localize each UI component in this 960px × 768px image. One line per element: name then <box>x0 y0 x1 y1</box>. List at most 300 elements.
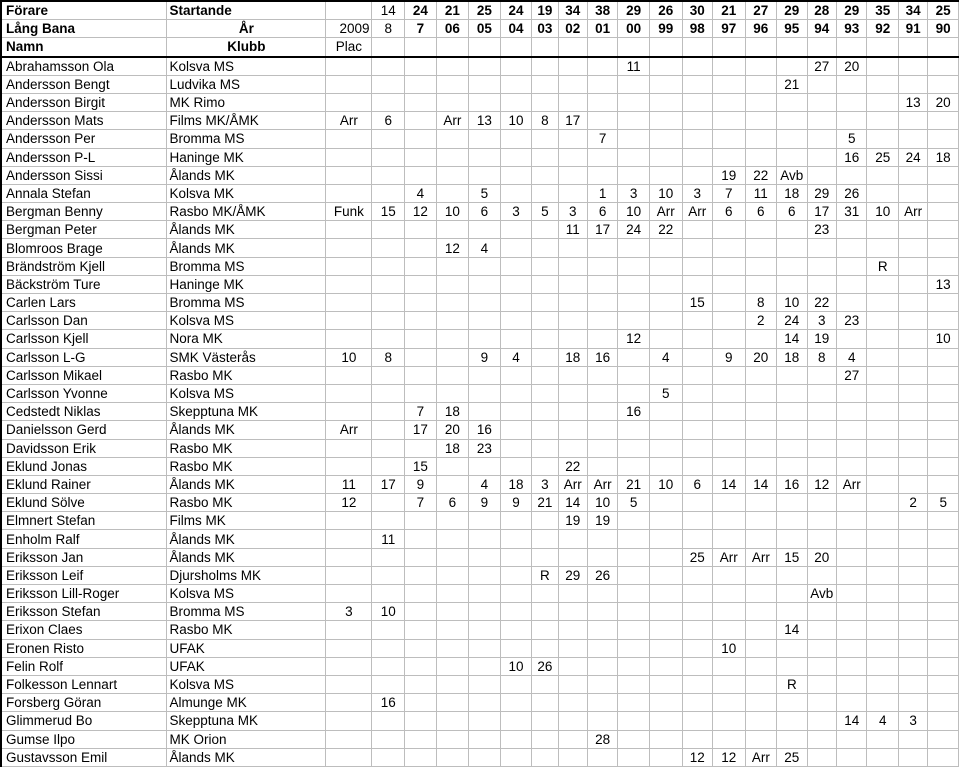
result-cell <box>898 239 927 257</box>
result-cell <box>867 730 899 748</box>
name-cell: Eklund Jonas <box>1 457 166 475</box>
result-cell: 4 <box>836 348 866 366</box>
club-cell: Ålands MK <box>166 421 326 439</box>
table-row <box>1 148 959 166</box>
result-cell: 6 <box>712 203 745 221</box>
result-cell <box>405 603 437 621</box>
result-cell: 9 <box>469 494 501 512</box>
result-cell: 03 <box>532 20 558 38</box>
result-cell: 15 <box>777 548 807 566</box>
result-cell <box>836 384 866 402</box>
table-row <box>1 184 959 202</box>
result-cell: 35 <box>867 1 899 20</box>
result-cell: 20 <box>928 93 959 111</box>
name-cell: Folkesson Lennart <box>1 675 166 693</box>
result-cell <box>372 221 405 239</box>
name-cell: Namn <box>1 38 166 57</box>
result-cell <box>618 348 650 366</box>
name-cell: Brändström Kjell <box>1 257 166 275</box>
result-cell: 10 <box>712 639 745 657</box>
result-cell <box>372 166 405 184</box>
result-cell <box>807 621 836 639</box>
result-cell <box>928 384 959 402</box>
result-cell <box>682 712 712 730</box>
result-cell <box>898 294 927 312</box>
result-cell <box>898 275 927 293</box>
result-cell <box>928 166 959 184</box>
result-cell <box>867 275 899 293</box>
result-cell <box>682 512 712 530</box>
result-cell <box>649 75 682 93</box>
name-cell: Bergman Peter <box>1 221 166 239</box>
club-cell: Ålands MK <box>166 548 326 566</box>
result-cell: 7 <box>405 403 437 421</box>
table-row <box>1 548 959 566</box>
result-cell: 13 <box>928 275 959 293</box>
club-cell: Films MK <box>166 512 326 530</box>
result-cell <box>712 494 745 512</box>
result-cell <box>372 548 405 566</box>
result-cell <box>836 694 866 712</box>
result-cell <box>649 112 682 130</box>
result-cell: 25 <box>777 748 807 766</box>
result-cell <box>618 566 650 584</box>
result-cell <box>436 621 469 639</box>
result-cell <box>777 57 807 76</box>
result-cell <box>436 221 469 239</box>
result-cell: 21 <box>532 494 558 512</box>
result-cell <box>807 675 836 693</box>
result-cell <box>500 239 532 257</box>
result-cell <box>682 639 712 657</box>
name-cell: Blomroos Brage <box>1 239 166 257</box>
name-cell: Gustavsson Emil <box>1 748 166 766</box>
table-row <box>1 730 959 748</box>
result-cell: 24 <box>500 1 532 20</box>
result-cell <box>436 257 469 275</box>
result-cell <box>836 603 866 621</box>
result-cell <box>928 112 959 130</box>
result-cell: 3 <box>326 603 372 621</box>
result-cell: 10 <box>618 203 650 221</box>
result-cell <box>405 166 437 184</box>
table-row <box>1 675 959 693</box>
result-cell <box>618 421 650 439</box>
result-cell <box>836 548 866 566</box>
result-cell <box>867 239 899 257</box>
result-cell <box>867 512 899 530</box>
name-cell: Enholm Ralf <box>1 530 166 548</box>
name-cell: Carlsson Kjell <box>1 330 166 348</box>
result-cell <box>618 675 650 693</box>
result-cell <box>558 257 587 275</box>
result-cell <box>372 239 405 257</box>
result-cell <box>436 75 469 93</box>
result-cell <box>532 366 558 384</box>
table-row <box>1 603 959 621</box>
result-cell <box>898 57 927 76</box>
result-cell <box>587 621 617 639</box>
result-cell: 9 <box>405 475 437 493</box>
result-cell <box>777 730 807 748</box>
result-cell: 16 <box>836 148 866 166</box>
result-cell <box>928 639 959 657</box>
result-cell <box>777 38 807 57</box>
result-cell <box>532 348 558 366</box>
club-cell: Rasbo MK <box>166 621 326 639</box>
result-cell <box>587 384 617 402</box>
result-cell <box>682 93 712 111</box>
result-cell <box>836 530 866 548</box>
result-cell <box>587 439 617 457</box>
result-cell <box>469 257 501 275</box>
result-cell: Arr <box>745 748 777 766</box>
club-cell: Ålands MK <box>166 239 326 257</box>
table-row <box>1 257 959 275</box>
result-cell <box>867 166 899 184</box>
result-cell <box>532 675 558 693</box>
result-cell <box>500 621 532 639</box>
result-cell <box>867 75 899 93</box>
result-cell <box>469 93 501 111</box>
result-cell <box>807 712 836 730</box>
result-cell <box>500 275 532 293</box>
table-row <box>1 494 959 512</box>
result-cell: 94 <box>807 20 836 38</box>
result-cell: 20 <box>436 421 469 439</box>
result-cell <box>928 312 959 330</box>
result-cell <box>745 421 777 439</box>
result-cell <box>712 530 745 548</box>
result-cell <box>682 75 712 93</box>
result-cell: Arr <box>587 475 617 493</box>
result-cell <box>372 93 405 111</box>
result-cell <box>777 603 807 621</box>
result-cell <box>405 239 437 257</box>
result-cell <box>836 257 866 275</box>
result-cell <box>558 639 587 657</box>
result-cell <box>745 403 777 421</box>
result-cell <box>682 585 712 603</box>
result-cell <box>712 730 745 748</box>
result-cell <box>836 675 866 693</box>
result-cell <box>898 257 927 275</box>
result-cell <box>532 585 558 603</box>
result-cell: 5 <box>649 384 682 402</box>
result-cell: 10 <box>649 184 682 202</box>
result-cell <box>532 57 558 76</box>
result-cell <box>928 585 959 603</box>
result-cell <box>372 294 405 312</box>
result-cell <box>745 330 777 348</box>
result-cell <box>682 494 712 512</box>
result-cell <box>326 1 372 20</box>
name-cell: Elmnert Stefan <box>1 512 166 530</box>
result-cell <box>807 530 836 548</box>
result-cell <box>532 730 558 748</box>
result-cell <box>807 457 836 475</box>
result-cell <box>500 421 532 439</box>
result-cell <box>777 384 807 402</box>
result-cell: 01 <box>587 20 617 38</box>
result-cell <box>405 657 437 675</box>
result-cell <box>587 275 617 293</box>
result-cell <box>807 421 836 439</box>
result-cell <box>326 184 372 202</box>
result-cell <box>777 639 807 657</box>
result-cell <box>745 93 777 111</box>
result-cell <box>928 694 959 712</box>
result-cell <box>587 530 617 548</box>
result-cell <box>326 694 372 712</box>
result-cell: Funk <box>326 203 372 221</box>
result-cell <box>898 184 927 202</box>
result-cell <box>405 294 437 312</box>
result-cell <box>436 712 469 730</box>
result-cell <box>618 639 650 657</box>
result-cell: 10 <box>867 203 899 221</box>
result-cell <box>928 184 959 202</box>
result-cell <box>928 712 959 730</box>
result-cell <box>898 730 927 748</box>
result-cell <box>558 184 587 202</box>
result-cell <box>867 403 899 421</box>
result-cell <box>618 257 650 275</box>
table-row <box>1 75 959 93</box>
club-cell: Ålands MK <box>166 530 326 548</box>
club-cell: Haninge MK <box>166 148 326 166</box>
result-cell <box>405 566 437 584</box>
result-cell <box>807 366 836 384</box>
result-cell <box>867 621 899 639</box>
result-cell <box>618 585 650 603</box>
result-cell <box>777 512 807 530</box>
result-cell <box>618 384 650 402</box>
result-cell <box>898 439 927 457</box>
result-cell <box>777 494 807 512</box>
result-cell <box>500 312 532 330</box>
header-row <box>1 20 959 38</box>
result-cell <box>436 457 469 475</box>
name-cell: Andersson Mats <box>1 112 166 130</box>
club-cell: Bromma MS <box>166 130 326 148</box>
table-row <box>1 57 959 76</box>
result-cell <box>777 93 807 111</box>
result-cell <box>405 439 437 457</box>
result-cell <box>867 748 899 766</box>
result-cell <box>436 694 469 712</box>
result-cell <box>745 603 777 621</box>
result-cell <box>558 275 587 293</box>
club-cell: Films MK/ÅMK <box>166 112 326 130</box>
name-cell: Eriksson Leif <box>1 566 166 584</box>
result-cell <box>745 439 777 457</box>
result-cell <box>867 603 899 621</box>
club-cell: UFAK <box>166 639 326 657</box>
result-cell <box>326 221 372 239</box>
result-cell <box>649 530 682 548</box>
result-cell <box>777 257 807 275</box>
result-cell <box>745 657 777 675</box>
result-cell: 3 <box>532 475 558 493</box>
result-cell <box>682 166 712 184</box>
result-cell <box>745 112 777 130</box>
result-cell <box>898 530 927 548</box>
result-cell <box>587 403 617 421</box>
result-cell <box>558 75 587 93</box>
result-cell <box>777 657 807 675</box>
result-cell <box>777 403 807 421</box>
result-cell <box>745 239 777 257</box>
table-row <box>1 130 959 148</box>
result-cell <box>867 93 899 111</box>
result-cell: 90 <box>928 20 959 38</box>
result-cell <box>745 38 777 57</box>
result-cell: 26 <box>836 184 866 202</box>
result-cell <box>436 148 469 166</box>
result-cell <box>649 694 682 712</box>
result-cell <box>867 585 899 603</box>
result-cell: 7 <box>712 184 745 202</box>
result-cell: 7 <box>405 494 437 512</box>
result-cell <box>867 184 899 202</box>
club-cell: Djursholms MK <box>166 566 326 584</box>
result-cell: 3 <box>898 712 927 730</box>
result-cell <box>405 221 437 239</box>
result-cell <box>405 366 437 384</box>
result-cell <box>777 130 807 148</box>
result-cell <box>436 675 469 693</box>
result-cell <box>836 585 866 603</box>
result-cell: 22 <box>649 221 682 239</box>
result-cell <box>326 512 372 530</box>
result-cell <box>618 748 650 766</box>
result-cell <box>836 221 866 239</box>
result-cell <box>326 330 372 348</box>
result-cell <box>898 75 927 93</box>
result-cell <box>777 566 807 584</box>
result-cell: 20 <box>807 548 836 566</box>
name-cell: Annala Stefan <box>1 184 166 202</box>
result-cell <box>745 639 777 657</box>
result-cell <box>436 548 469 566</box>
result-cell <box>558 748 587 766</box>
result-cell: 15 <box>372 203 405 221</box>
result-cell <box>500 257 532 275</box>
result-cell <box>469 748 501 766</box>
result-cell: 24 <box>777 312 807 330</box>
result-cell: 24 <box>405 1 437 20</box>
result-cell <box>558 384 587 402</box>
result-cell <box>867 530 899 548</box>
result-cell <box>928 221 959 239</box>
result-cell <box>469 694 501 712</box>
result-cell: 11 <box>618 57 650 76</box>
result-cell <box>436 475 469 493</box>
result-cell <box>807 657 836 675</box>
table-row <box>1 566 959 584</box>
result-cell: 18 <box>436 439 469 457</box>
result-cell <box>532 457 558 475</box>
result-cell <box>587 366 617 384</box>
result-cell <box>836 639 866 657</box>
result-cell: 91 <box>898 20 927 38</box>
result-cell <box>928 239 959 257</box>
name-cell: Eronen Risto <box>1 639 166 657</box>
result-cell: 5 <box>836 130 866 148</box>
result-cell <box>500 366 532 384</box>
result-cell: Arr <box>326 421 372 439</box>
result-cell <box>326 148 372 166</box>
result-cell <box>372 712 405 730</box>
result-cell: Avb <box>777 166 807 184</box>
result-cell <box>777 712 807 730</box>
table-row <box>1 585 959 603</box>
club-cell: Rasbo MK <box>166 366 326 384</box>
table-row <box>1 621 959 639</box>
result-cell <box>928 348 959 366</box>
result-cell: 25 <box>469 1 501 20</box>
result-cell <box>532 748 558 766</box>
result-cell <box>558 403 587 421</box>
result-cell <box>867 457 899 475</box>
result-cell: 13 <box>898 93 927 111</box>
result-cell <box>777 148 807 166</box>
result-cell <box>867 421 899 439</box>
result-cell <box>898 366 927 384</box>
result-cell: 04 <box>500 20 532 38</box>
result-cell <box>898 38 927 57</box>
result-cell <box>836 421 866 439</box>
result-cell <box>867 312 899 330</box>
result-cell <box>649 675 682 693</box>
result-cell: 18 <box>558 348 587 366</box>
result-cell <box>618 512 650 530</box>
result-cell <box>649 748 682 766</box>
header-row <box>1 1 959 20</box>
result-cell: 17 <box>372 475 405 493</box>
result-cell <box>372 494 405 512</box>
result-cell <box>928 75 959 93</box>
result-cell <box>587 112 617 130</box>
result-cell <box>712 566 745 584</box>
result-cell <box>436 384 469 402</box>
result-cell: Avb <box>807 585 836 603</box>
result-cell <box>777 275 807 293</box>
name-cell: Carlsson Yvonne <box>1 384 166 402</box>
result-cell: 98 <box>682 20 712 38</box>
result-cell <box>807 566 836 584</box>
result-cell <box>898 512 927 530</box>
result-cell <box>500 548 532 566</box>
result-cell <box>745 694 777 712</box>
result-cell <box>649 548 682 566</box>
result-cell <box>436 130 469 148</box>
result-cell <box>558 585 587 603</box>
result-cell <box>587 748 617 766</box>
club-cell: Kolsva MS <box>166 675 326 693</box>
result-cell <box>807 603 836 621</box>
result-cell: 29 <box>836 1 866 20</box>
club-cell: Skepptuna MK <box>166 712 326 730</box>
result-cell: 15 <box>682 294 712 312</box>
result-cell: 4 <box>405 184 437 202</box>
result-cell <box>618 712 650 730</box>
result-cell <box>469 730 501 748</box>
result-cell: 5 <box>928 494 959 512</box>
result-cell: 22 <box>558 457 587 475</box>
result-cell <box>558 166 587 184</box>
